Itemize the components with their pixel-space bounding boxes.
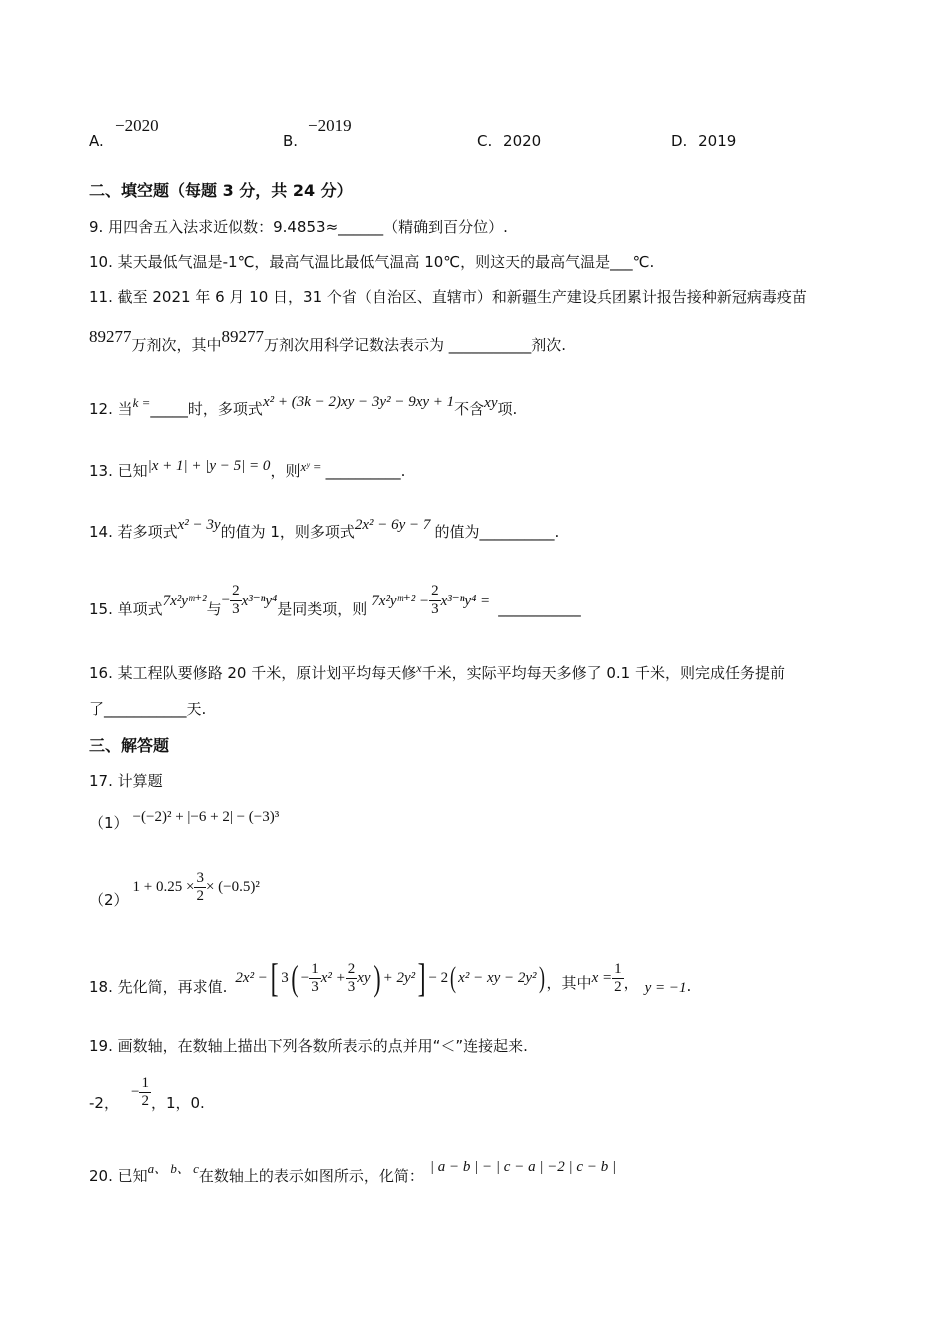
q12-k: k = [132, 395, 151, 410]
q12-text-3: 项. [497, 400, 518, 418]
q16-text-2: 千米，实际平均每天多修了 0.1 千米，则完成任务提前 [421, 664, 785, 682]
q18-f2-num: 2 [347, 960, 356, 977]
q18-fraction-1 [309, 961, 321, 996]
option-b [283, 132, 298, 150]
option-d [671, 132, 736, 150]
section-3-title: 三、解答题 [89, 736, 170, 755]
q19-v1: -2， [89, 1093, 119, 1112]
q14-text-1: 14. 若多项式 [89, 523, 178, 541]
q15-blank: ___________ [498, 599, 581, 617]
q13-blank: __________. [325, 462, 406, 480]
q15-text-2: 与 [206, 599, 222, 618]
q18-y-eq: y = −1 [644, 979, 687, 996]
option-a-value: −2020 [115, 116, 159, 135]
q19-rest: ，1，0. [150, 1093, 205, 1112]
q11-text-1: 万剂次，其中 [131, 336, 222, 354]
question-16-line2: 了___________天. [89, 700, 207, 718]
q18-left-paren: ( [291, 958, 299, 998]
q18-e1: 2x² − [235, 969, 268, 986]
q16-text-1: 16. 某工程队要修路 20 千米，原计划平均每天修 [89, 664, 417, 682]
q17-part1-expr: −(−2)² + |−6 + 2| − (−3)³ [132, 809, 280, 825]
q18-f1-den: 3 [311, 978, 319, 995]
question-11-line2 [89, 327, 567, 355]
q15-text-1: 15. 单项式 [89, 599, 163, 618]
q15-frac-num: 2 [232, 582, 240, 599]
option-c [477, 132, 541, 150]
q18-left-paren-2: ( [450, 961, 457, 994]
q18-x-num: 1 [614, 960, 622, 977]
q15-frac2-num: 2 [431, 582, 439, 599]
section-2-title: 二、填空题（每题 3 分，共 24 分） [89, 181, 353, 200]
q15-frac-den: 3 [232, 600, 240, 617]
q18-text-3: ， [623, 973, 639, 992]
q17-fraction [194, 870, 206, 905]
option-c-value: 2020 [503, 132, 542, 150]
q15-text-3: 是同类项，则 [277, 599, 368, 618]
question-16-line1 [89, 662, 785, 683]
option-c-label: C. [477, 132, 493, 150]
q13-text-2: ，则 [270, 462, 301, 480]
q12-polynomial: x² + (3k − 2)xy − 3y² − 9xy + 1 [262, 394, 455, 410]
q18-f1-num: 1 [311, 960, 319, 977]
q13-equation: |x + 1| + |y − 5| = 0 [147, 458, 271, 474]
q18-e4: x² + [320, 969, 346, 986]
q17-frac-num: 3 [196, 869, 204, 886]
q17-part1-label: （1） [89, 814, 129, 832]
q12-text-1: 12. 当 [89, 400, 133, 418]
question-18 [89, 950, 691, 1006]
q17-frac-den: 2 [196, 887, 204, 904]
option-a [89, 132, 104, 150]
q20-expression: | a − b | − | c − a | −2 | c − b | [429, 1159, 617, 1175]
question-10: 10. 某天最低气温是-1℃，最高气温比最低气温高 10℃，则这天的最高气温是___℃. [89, 253, 655, 271]
question-17-part1 [89, 809, 280, 833]
q18-left-bracket: [ [270, 955, 279, 1000]
q18-text-4: . [686, 977, 692, 995]
question-19-values [89, 1068, 205, 1116]
q17-part2-label: （2） [89, 890, 129, 909]
q11-number-1: 89277 [89, 327, 132, 346]
q17-part2-b: × (−0.5)² [205, 878, 260, 895]
option-d-label: D. [671, 132, 688, 150]
q18-e6: + 2y² [382, 969, 416, 986]
q18-text-2: ，其中 [546, 973, 592, 992]
q11-text-2: 万剂次用科学记数法表示为 ___________剂次. [264, 336, 567, 354]
q18-right-bracket: ] [417, 955, 426, 1000]
q19-frac-num: 1 [141, 1074, 149, 1091]
q14-text-2: 的值为 1，则多项式 [220, 523, 355, 541]
q18-x-den: 2 [614, 978, 622, 995]
q15-neg: − [221, 591, 231, 608]
question-12 [89, 394, 518, 419]
q19-neg: − [130, 1083, 140, 1100]
q18-text-1: 18. 先化简，再求值. [89, 977, 228, 996]
q11-number-2: 89277 [221, 327, 265, 346]
q18-x-eq: x = [591, 969, 613, 986]
q13-power: xʸ = [300, 459, 322, 474]
q16-x: x [416, 661, 422, 675]
question-11-line1: 11. 截至 2021 年 6 月 10 日，31 个省（自治区、直辖市）和新疆生产建设兵团累计报告接种新冠病毒疫苗 [89, 288, 807, 306]
q18-e2: 3 [281, 969, 289, 986]
q20-abc: a、 b、 c [147, 1161, 199, 1176]
q15-monomial-1: 7x²yᵐ⁺² [162, 592, 207, 609]
q12-text-2: 不含 [454, 400, 485, 418]
question-17-part2 [89, 864, 260, 910]
question-20 [89, 1159, 617, 1186]
q15-expr-3: 7x²yᵐ⁺² − [371, 592, 430, 609]
q15-frac2-den: 3 [431, 600, 439, 617]
option-b-label: B. [283, 132, 299, 150]
option-d-value: 2019 [698, 132, 737, 150]
question-17-title: 17. 计算题 [89, 772, 163, 790]
q18-right-paren-2: ) [538, 961, 545, 994]
q18-right-paren: ) [372, 958, 381, 998]
q15-monomial-2: x³⁻ⁿy⁴ [241, 592, 278, 609]
q18-x-fraction [612, 961, 624, 996]
q18-f2-den: 3 [347, 978, 356, 995]
q15-expr-4: x³⁻ⁿy⁴ = [440, 592, 491, 609]
q15-fraction [230, 583, 242, 618]
q18-e5: xy [357, 969, 371, 986]
q14-text-3: 的值为__________. [434, 523, 560, 541]
q19-fraction [139, 1075, 151, 1110]
q18-fraction-2 [346, 961, 358, 996]
q13-text-1: 13. 已知 [89, 462, 148, 480]
q20-text-1: 20. 已知 [89, 1167, 148, 1185]
q12-xy: xy [484, 395, 498, 411]
question-14 [89, 517, 560, 542]
q12-blank: _____时，多项式 [150, 400, 263, 418]
question-9: 9. 用四舍五入法求近似数：9.4853≈______（精确到百分位）. [89, 218, 508, 236]
question-15 [89, 575, 581, 625]
q18-e3: − [300, 969, 310, 986]
question-19: 19. 画数轴，在数轴上描出下列各数所表示的点并用“＜”连接起来. [89, 1037, 528, 1055]
q19-frac-den: 2 [141, 1092, 149, 1109]
q18-e8: x² − xy − 2y² [458, 969, 537, 986]
q18-e7: − 2 [428, 969, 449, 986]
q14-expr-2: 2x² − 6y − 7 [354, 517, 431, 533]
q14-expr-1: x² − 3y [177, 517, 221, 533]
q17-part2-a: 1 + 0.25 × [132, 878, 195, 895]
option-a-label: A. [89, 132, 104, 150]
option-b-value: −2019 [308, 116, 352, 135]
q15-fraction-2 [429, 583, 441, 618]
question-13 [89, 460, 405, 481]
q20-text-2: 在数轴上的表示如图所示，化简： [198, 1167, 424, 1185]
